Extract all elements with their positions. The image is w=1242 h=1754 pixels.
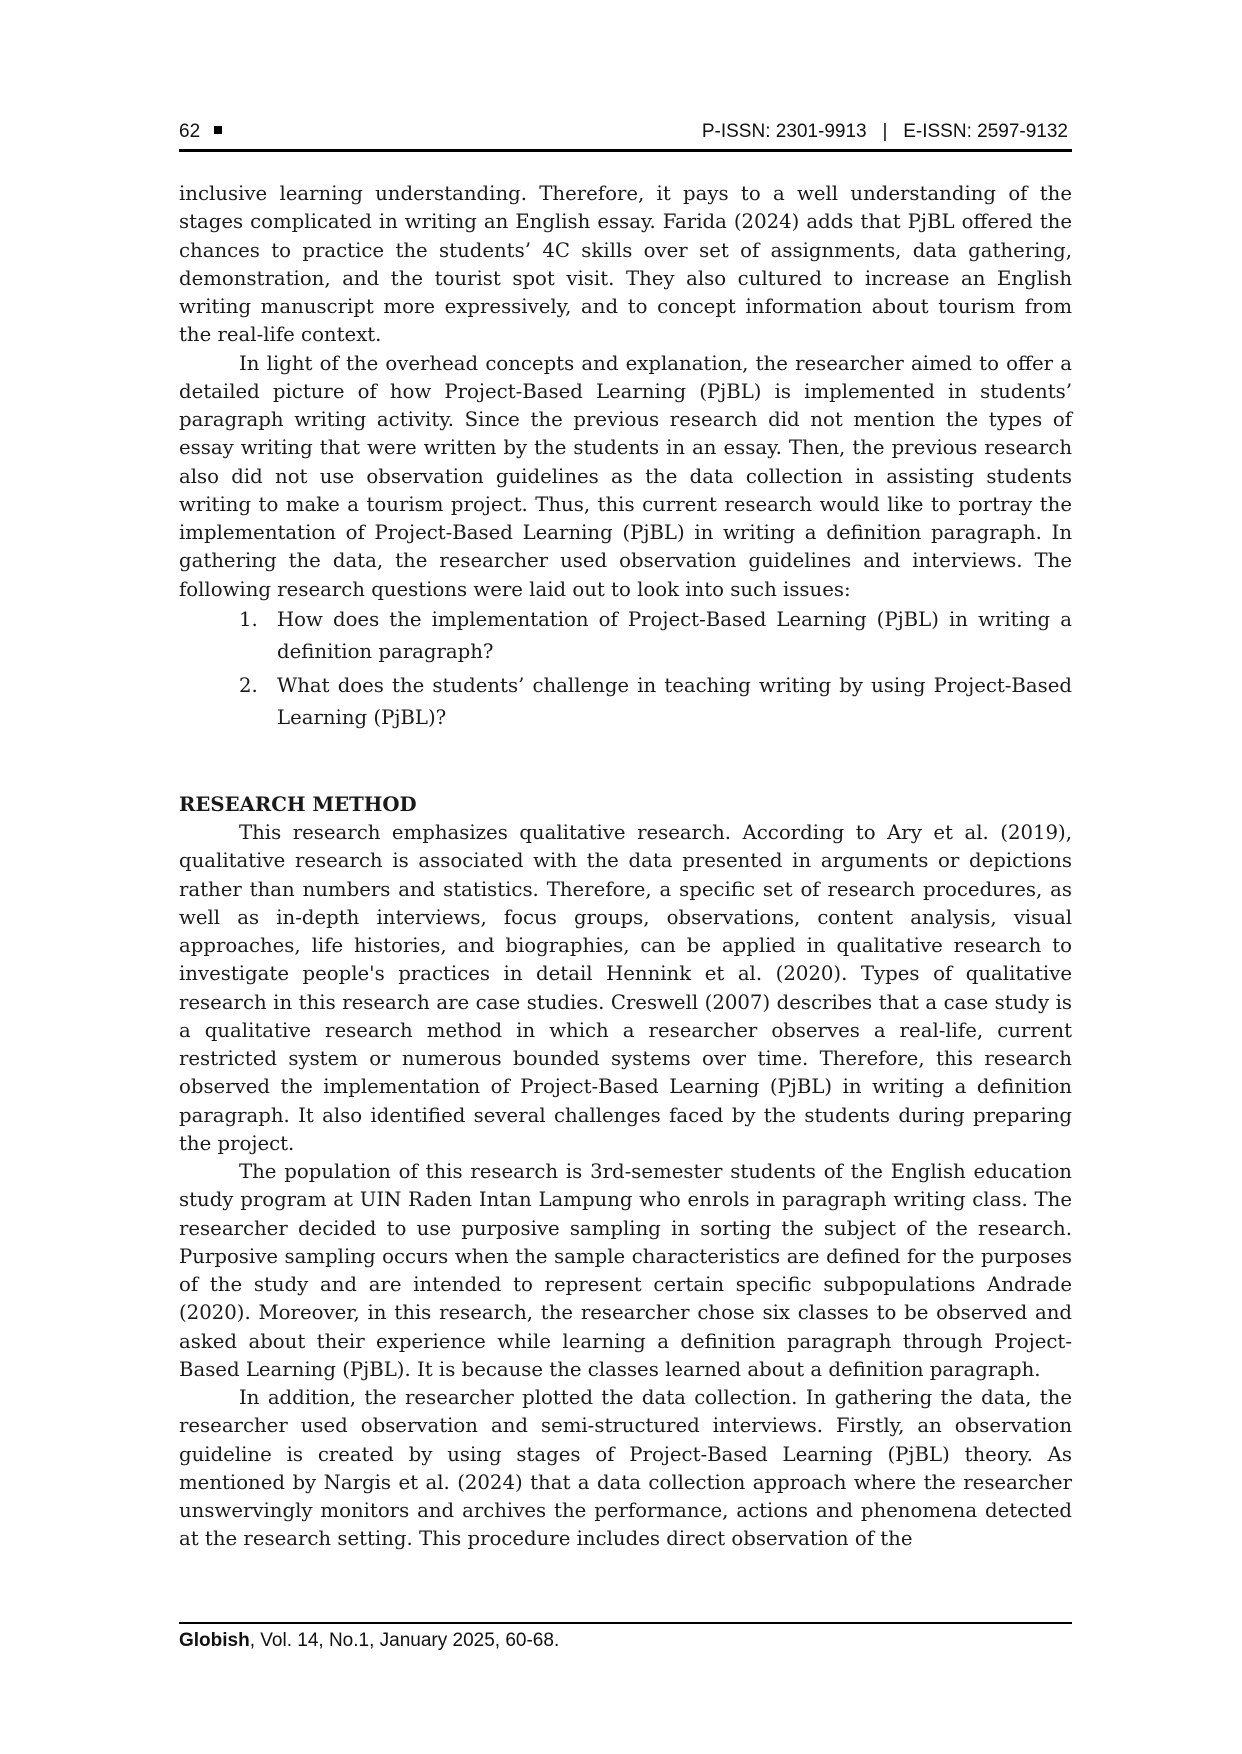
research-questions-list <box>179 604 1072 734</box>
section-heading: RESEARCH METHOD <box>179 792 417 816</box>
page-number: 62 <box>179 121 222 143</box>
list-item <box>179 670 1072 734</box>
list-number: 1. <box>239 607 258 631</box>
intro-continued-paragraph: inclusive learning understanding. Therefore, it pays to a well understanding of the stages complicated in writing an English essay. Farida (2024) adds that PjBL offered the chances to practice the students’ 4C skills over set of assignments, data gathering, demonstration, and the tourist spot visit. They also cultured to increase an English writing manuscript more expressively, and to concept information about tourism from the real-life context. <box>179 182 1072 347</box>
list-item-text: What does the students’ challenge in teaching writing by using Project-Based Learning (PjBL)? <box>277 673 1072 729</box>
issn-info: P-ISSN: 2301-9913 | E-ISSN: 2597-9132 <box>701 121 1068 142</box>
journal-name: Globish <box>179 1630 250 1651</box>
research-aim-paragraph: In light of the overhead concepts and explanation, the researcher aimed to offer a detailed picture of how Project-Based Learning (PjBL) is implemented in students’ paragraph writing activity. Since the previous research did not mention the types of essay writing that were written by the students in an essay. Then, the previous research also did not use observation guidelines as the data collection in assisting students writing to make a tourism project. Thus, this current research would like to portray the implementation of Project-Based Learning (PjBL) in writing a definition paragraph. In gathering the data, the researcher used observation guidelines and interviews. The following research questions were laid out to look into such issues: <box>179 351 1072 601</box>
page-body <box>179 180 1072 1554</box>
page-header <box>179 119 1072 152</box>
method-paragraph-2: The population of this research is 3rd-semester students of the English education study program at UIN Raden Intan Lampung who enrols in paragraph writing class. The researcher decided to use purposive sampling in sorting the subject of the research. Purposive sampling occurs when the sample characteristics are defined for the purposes of the study and are intended to represent certain specific subpopulations Andrade (2020). Moreover, in this research, the researcher chose six classes to be observed and asked about their experience while learning a definition paragraph through Project-Based Learning (PjBL). It is because the classes learned about a definition paragraph. <box>179 1160 1072 1381</box>
square-bullet-icon <box>214 126 222 134</box>
list-item-text: How does the implementation of Project-Based Learning (PjBL) in writing a definition paragraph? <box>277 607 1072 663</box>
page-footer <box>179 1622 1072 1652</box>
journal-citation: , Vol. 14, No.1, January 2025, 60-68. <box>249 1630 560 1651</box>
method-paragraph-3: In addition, the researcher plotted the data collection. In gathering the data, the researcher used observation and semi-structured interviews. Firstly, an observation guideline is created by using stages of Project-Based Learning (PjBL) theory. As mentioned by Nargis et al. (2024) that a data collection approach where the researcher unswervingly monitors and archives the performance, actions and phenomena detected at the research setting. This procedure includes direct observation of the <box>179 1386 1072 1551</box>
list-item <box>179 604 1072 668</box>
method-paragraph-1: This research emphasizes qualitative research. According to Ary et al. (2019), qualitative research is associated with the data presented in arguments or depictions rather than numbers and statistics. Therefore, a specific set of research procedures, as well as in-depth interviews, focus groups, observations, content analysis, visual approaches, life histories, and biographies, can be applied in qualitative research to investigate people's practices in detail Hennink et al. (2020). Types of qualitative research in this research are case studies. Creswell (2007) describes that a case study is a qualitative research method in which a researcher observes a real-life, current restricted system or numerous bounded systems over time. Therefore, this research observed the implementation of Project-Based Learning (PjBL) in writing a definition paragraph. It also identified several challenges faced by the students during preparing the project. <box>179 821 1072 1155</box>
list-number: 2. <box>239 673 258 697</box>
